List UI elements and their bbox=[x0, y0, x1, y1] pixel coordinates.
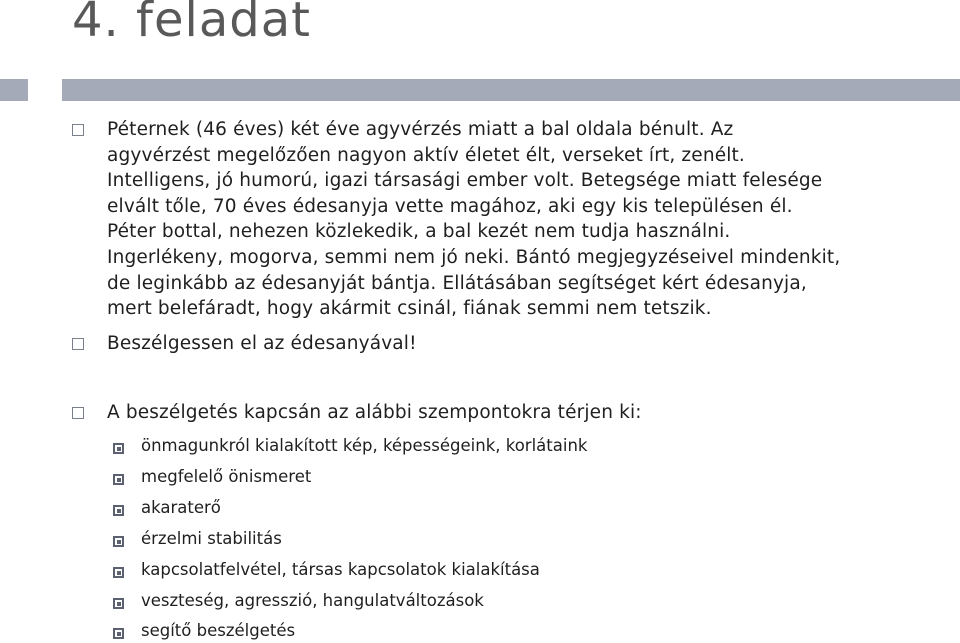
filled-square-bullet-icon bbox=[113, 474, 124, 485]
sub-list-item: önmagunkról kialakított kép, képességeink, korlátaink bbox=[141, 436, 588, 455]
paragraph-line: A beszélgetés kapcsán az alábbi szempontokra térjen ki: bbox=[107, 402, 642, 423]
sub-list-item: veszteség, agresszió, hangulatváltozások bbox=[141, 591, 484, 610]
paragraph-line: Intelligens, jó humorú, igazi társasági ember volt. Betegsége miatt felesége bbox=[107, 170, 823, 192]
filled-square-bullet-icon bbox=[113, 598, 124, 609]
filled-square-bullet-icon bbox=[113, 567, 124, 578]
paragraph-line: de leginkább az édesanyját bántja. Ellátásában segítséget kért édesanyja, bbox=[107, 272, 807, 294]
filled-square-bullet-icon bbox=[113, 443, 124, 454]
square-bullet-icon bbox=[72, 338, 84, 350]
square-bullet-icon bbox=[72, 407, 84, 419]
sub-list-item: érzelmi stabilitás bbox=[141, 529, 282, 548]
paragraph-line: mert belefáradt, hogy akármit csinál, fiának semmi nem tetszik. bbox=[107, 298, 712, 320]
accent-bar bbox=[62, 79, 960, 101]
paragraph-line: Péter bottal, nehezen közlekedik, a bal kezét nem tudja használni. bbox=[107, 221, 731, 243]
sub-list-item: akaraterő bbox=[141, 498, 221, 517]
task-instruction bbox=[107, 331, 417, 357]
filled-square-bullet-icon bbox=[113, 505, 124, 516]
discussion-points-heading bbox=[107, 400, 642, 426]
paragraph-line: Beszélgessen el az édesanyával! bbox=[107, 333, 417, 354]
paragraph-line: Ingerlékeny, mogorva, semmi nem jó neki. Bántó megjegyzéseivel mindenkit, bbox=[107, 246, 841, 268]
accent-tab bbox=[0, 79, 28, 101]
square-bullet-icon bbox=[72, 124, 84, 136]
paragraph-line: elvált tőle, 70 éves édesanyja vette magához, aki egy kis településen él. bbox=[107, 195, 793, 217]
sub-list-item: segítő beszélgetés bbox=[141, 621, 296, 640]
slide-title: 4. feladat bbox=[72, 0, 311, 48]
filled-square-bullet-icon bbox=[113, 536, 124, 547]
paragraph-line: Péternek (46 éves) két éve agyvérzés miatt a bal oldala bénult. Az bbox=[107, 119, 734, 140]
paragraph-line: agyvérzést megelőzően nagyon aktív életet élt, verseket írt, zenélt. bbox=[107, 144, 745, 166]
sub-list-item: megfelelő önismeret bbox=[141, 467, 312, 486]
filled-square-bullet-icon bbox=[113, 628, 124, 639]
case-description-paragraph bbox=[107, 117, 840, 322]
sub-list-item: kapcsolatfelvétel, társas kapcsolatok kialakítása bbox=[141, 560, 540, 579]
